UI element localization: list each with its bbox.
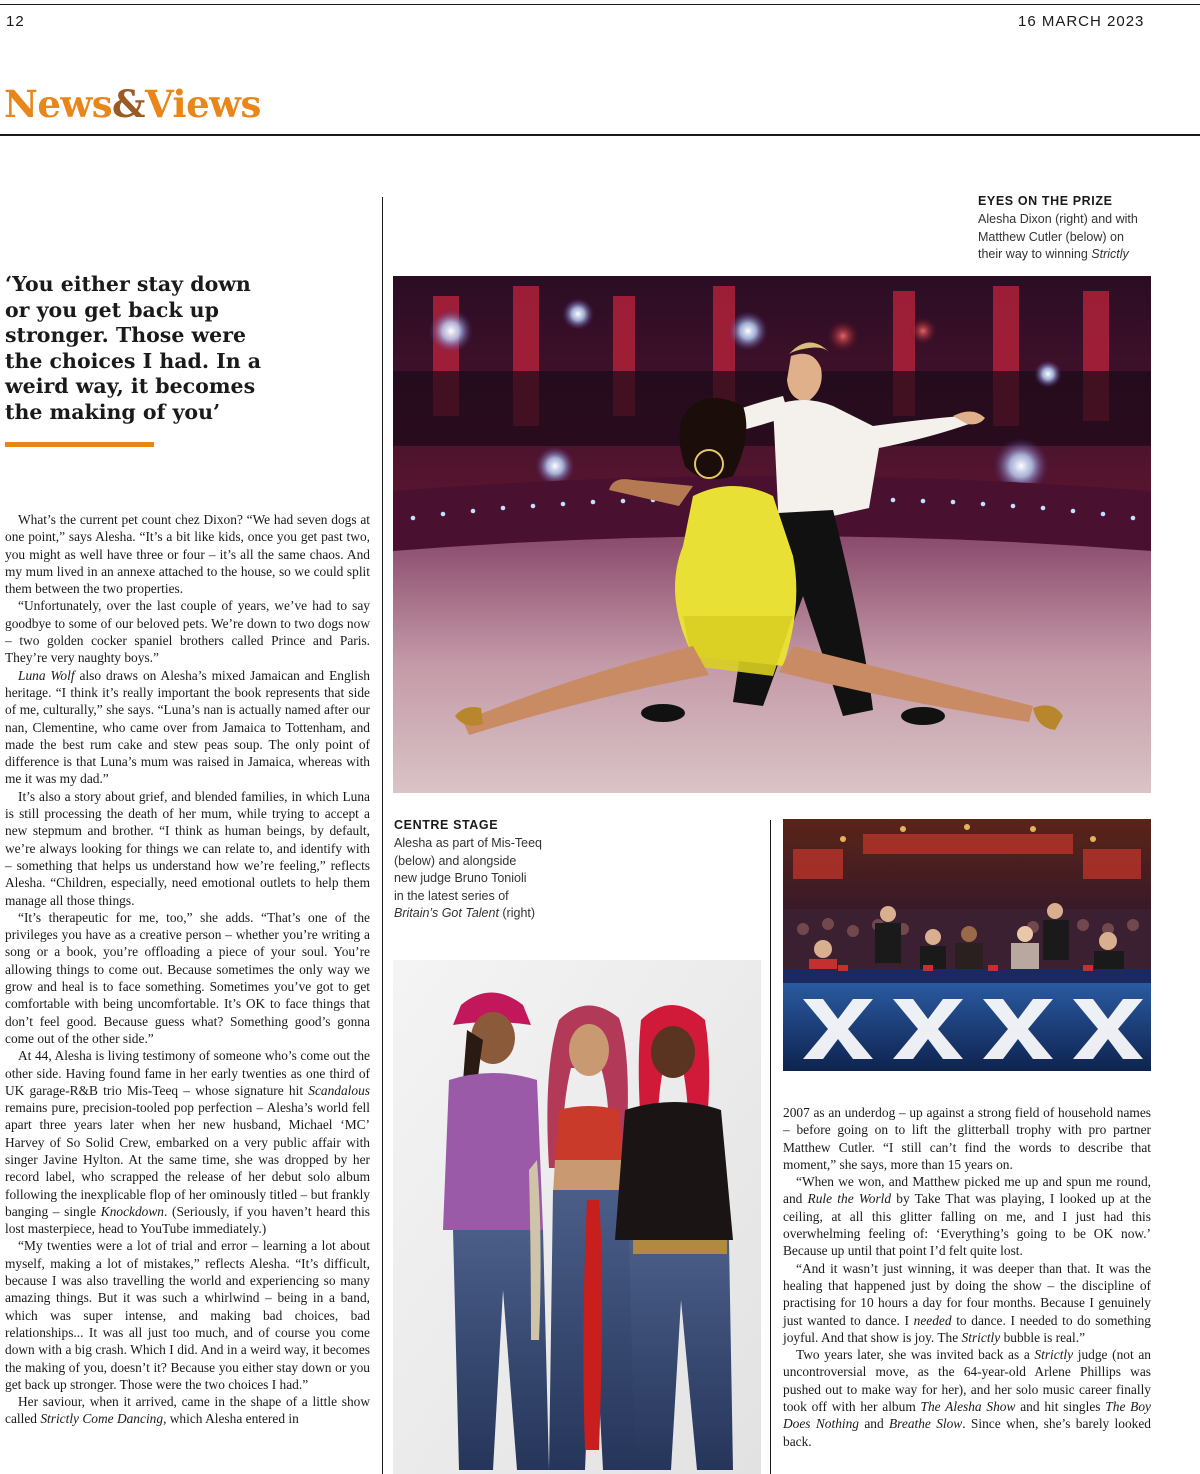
section-title-ampersand: & [112, 82, 145, 126]
caption-centre-line4: in the latest series of [394, 888, 509, 903]
left-paragraph-6: At 44, Alesha is living testimony of someone who’s come out the other side. Having found fame in her early twenties as one third of UK garage-R&B trio Mis-Teeq – whose signature hit Scandalous remains pure, precision-tooled pop perfection – Alesha’s world fell apart three years later when her new husband, Michael ‘MC’ Harvey of So Solid Crew, embarked on a very public affair with singer Javine Hylton. At the same time, she was dropped by her record label, who scrapped the release of her debut solo album following the inexplicable flop of her ominously titled – but frankly banging – single Knockdown. (Seriously, if you haven’t heard this lost masterpiece, head to YouTube immediately.) [5, 1048, 370, 1237]
section-title-news: News [4, 82, 113, 126]
left-paragraph-8: Her saviour, when it arrived, came in the shape of a little show called Strictly Come Dancing, which Alesha entered in [5, 1394, 370, 1427]
caption-prize-line1: Alesha Dixon (right) and with [978, 212, 1138, 226]
left-article-column [5, 511, 370, 1428]
caption-prize-line2: Matthew Cutler (below) on [978, 229, 1124, 244]
caption-centre-head: CENTRE STAGE [394, 818, 499, 832]
top-rule [0, 4, 1200, 5]
page-number: 12 [6, 13, 25, 30]
left-paragraph-5: “It’s therapeutic for me, too,” she adds. “That’s one of the privileges you have as a creative person – whether you’re writing a song or a book, you’re offloading a piece of your soul. You’re allowing things to come out. Because sometimes the only way we grow and heal is to face something. Sometimes you’ve got to get comfortable with being uncomfortable. It’s OK to face things that don’t feel good. Because guess what? Something good’s gonna come out of the other side.” [5, 909, 370, 1046]
caption-centre-line1: Alesha as part of Mis-Teeq [394, 836, 542, 850]
caption-centre-line2: (below) and alongside [394, 853, 517, 868]
right-article-column [783, 1104, 1151, 1450]
caption-centre [394, 818, 594, 923]
right-paragraph-3: “And it wasn’t just winning, it was deeper than that. It was the healing that happened just by doing the show – the discipline of practising for 10 hours a day for four months. Because I genuinely just wanted to dance. I needed to dance. I needed to do something joyful. And that show is joy. The Strictly bubble is real.” [783, 1260, 1151, 1345]
caption-centre-line3: new judge Bruno Tonioli [394, 871, 527, 886]
column-divider-right [770, 820, 771, 1474]
left-paragraph-7: “My twenties were a lot of trial and error – learning a lot about myself, making a lot of mistakes,” reflects Alesha. “It’s difficult, because I was also travelling the world and experiencing so many amazing things. But it was such a whirlwind – being in a band, which was super intense, and making bad choices, bad relationships... It was all just too much, and of course you come down with a big crash. Which I did. And in a weird way, it becomes the making of you, doesn’t it? Because you either stay down or you get back up stronger. Those were the two choices I had.” [5, 1238, 370, 1392]
caption-prize-head: EYES ON THE PRIZE [978, 194, 1113, 208]
section-title [4, 82, 261, 126]
caption-centre-line5: Britain’s Got Talent (right) [394, 906, 536, 921]
pull-quote-underline [5, 442, 154, 447]
header-rule [0, 134, 1200, 136]
column-divider-left [382, 197, 383, 1474]
right-paragraph-1: 2007 as an underdog – up against a strong field of household names – before going on to lift the glitterball trophy with pro partner Matthew Cutler. “I still can’t find the words to describe that moment,” she says, more than 15 years on. [783, 1105, 1151, 1172]
bgt-judges-photo [783, 819, 1151, 1071]
section-title-views: Views [144, 82, 261, 126]
left-paragraph-3: Luna Wolf also draws on Alesha’s mixed Jamaican and English heritage. “I think it’s really important the book represents that side of me, culturally,” she says. “Luna’s nan is actually named after our nan, Clementine, who came over from Jamaica to Tottenham, and made the best rum cake and stew peas soup. The only point of difference is that Luna’s mum was raised in Jamaica, whereas with me it was my dad.” [5, 667, 370, 787]
left-paragraph-2: “Unfortunately, over the last couple of years, we’ve had to say goodbye to some of our beloved pets. We’re down to two dogs now – two golden cocker spaniel brothers called Prince and Paris. They’re very naughty boys.” [5, 598, 370, 666]
right-paragraph-2: “When we won, and Matthew picked me up and spun me round, and Rule the World by Take That was playing, I looked up at the ceiling, at all this glitter falling on me, and I just had this overwhelming feeling of: ‘Everything’s going to be OK now.’ Because up until that point I’d felt quite lost. [783, 1174, 1152, 1259]
right-paragraph-4: Two years later, she was invited back as a Strictly judge (not an uncontroversial move, as the 64-year-old Arlene Phillips was pushed out to make way for her), and her solo music career finally took off with her album The Alesha Show and hit singles The Boy Does Nothing and Breathe Slow. Since when, she’s barely looked back. [783, 1347, 1151, 1449]
misteeq-photo [393, 960, 761, 1474]
strictly-dance-photo [393, 276, 1151, 793]
pull-quote: ‘You either stay down or you get back up stronger. Those were the choices I had. In a weird way, it becomes the making of you’ [5, 272, 262, 424]
caption-prize-line3: their way to winning Strictly [978, 247, 1129, 262]
left-paragraph-4: It’s also a story about grief, and blended families, in which Luna is still processing the death of her mum, while trying to accept a new stepmum and brother. “I think as human beings, by default, we’re always looking for things we can relate to, and identify with – something that helps us understand how we’re feeling,” reflects Alesha. “Children, especially, need emotional outlets to help them manage all those things. [5, 788, 370, 908]
left-paragraph-1: What’s the current pet count chez Dixon? “We had seven dogs at one point,” says Alesha. “It’s a bit like kids, once you get past two, you might as well have three or four – it’s all the same chaos. And my mum lived in an annexe attached to the house, so we could split them between the two properties. [5, 512, 370, 597]
caption-prize [978, 194, 1178, 264]
issue-date: 16 MARCH 2023 [1018, 13, 1145, 30]
